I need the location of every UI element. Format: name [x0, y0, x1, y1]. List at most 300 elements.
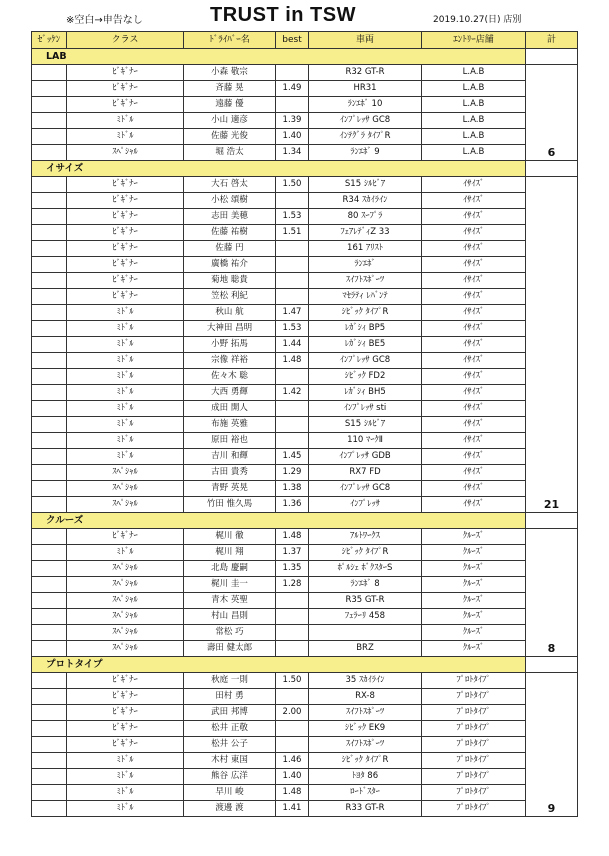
cell-car: ｽｲﾌﾄｽﾎﾟｰﾂ [309, 705, 422, 721]
blank-note: ※空白→申告なし [66, 15, 143, 26]
cell-car: HR31 [309, 81, 422, 97]
table-row [32, 785, 578, 801]
cell-shop: ｸﾙｰｽﾞ [422, 561, 526, 577]
cell-best: 1.39 [276, 113, 309, 129]
cell-zekken [32, 337, 67, 353]
cell-class: ﾋﾞｷﾞﾅｰ [67, 289, 184, 305]
cell-driver: 常松 巧 [184, 625, 276, 641]
cell-class: ｽﾍﾟｼｬﾙ [67, 577, 184, 593]
cell-best [276, 609, 309, 625]
cell-car: BRZ [309, 641, 422, 657]
section-total: 9 [526, 673, 578, 817]
cell-shop: ﾌﾟﾛﾄﾀｲﾌﾟ [422, 705, 526, 721]
cell-zekken [32, 785, 67, 801]
cell-best: 1.48 [276, 353, 309, 369]
cell-car: ﾏｾﾗﾃｨ ﾚﾊﾞﾝﾃ [309, 289, 422, 305]
table-row [32, 593, 578, 609]
cell-best: 1.48 [276, 529, 309, 545]
cell-driver: 佐藤 円 [184, 241, 276, 257]
cell-best [276, 241, 309, 257]
cell-driver: 梶川 圭一 [184, 577, 276, 593]
cell-zekken [32, 385, 67, 401]
cell-best [276, 369, 309, 385]
table-row [32, 193, 578, 209]
cell-best: 1.40 [276, 769, 309, 785]
cell-car: ｲﾝﾌﾟﾚｯｻ GDB [309, 449, 422, 465]
cell-car: ｲﾝﾌﾟﾚｯｻ [309, 497, 422, 513]
table-row [32, 737, 578, 753]
cell-zekken [32, 177, 67, 193]
cell-best [276, 641, 309, 657]
col-header-best: best [276, 32, 309, 49]
cell-best [276, 289, 309, 305]
cell-driver: 成田 開人 [184, 401, 276, 417]
cell-driver: 小森 敬宗 [184, 65, 276, 81]
cell-car: ｲﾝﾌﾟﾚｯｻ GC8 [309, 481, 422, 497]
cell-shop: ｲｻｲｽﾞ [422, 257, 526, 273]
section-total: 8 [526, 529, 578, 657]
cell-zekken [32, 497, 67, 513]
cell-best: 1.53 [276, 321, 309, 337]
col-header-zekken: ｾﾞｯｹﾝ [32, 32, 67, 49]
section-title: イサイズ [32, 161, 526, 177]
cell-car: ｲﾝﾌﾟﾚｯｻ GC8 [309, 353, 422, 369]
cell-zekken [32, 753, 67, 769]
cell-best [276, 97, 309, 113]
table-row [32, 705, 578, 721]
cell-shop: ｸﾙｰｽﾞ [422, 545, 526, 561]
cell-car: ﾗﾝｴﾎﾞ 10 [309, 97, 422, 113]
cell-class: ﾋﾞｷﾞﾅｰ [67, 705, 184, 721]
cell-driver: 斉藤 晃 [184, 81, 276, 97]
table-row [32, 753, 578, 769]
table-row [32, 801, 578, 817]
cell-car: ｼﾋﾞｯｸ FD2 [309, 369, 422, 385]
section-row [32, 657, 578, 673]
col-header-car: 車両 [309, 32, 422, 49]
cell-zekken [32, 577, 67, 593]
cell-driver: 青野 英晃 [184, 481, 276, 497]
cell-car: R33 GT-R [309, 801, 422, 817]
cell-class: ﾋﾞｷﾞﾅｰ [67, 689, 184, 705]
cell-shop: ｲｻｲｽﾞ [422, 209, 526, 225]
cell-zekken [32, 401, 67, 417]
cell-car: 110 ﾏｰｸⅡ [309, 433, 422, 449]
cell-car: RX-8 [309, 689, 422, 705]
section-total-header [526, 161, 578, 177]
cell-zekken [32, 721, 67, 737]
section-total-header [526, 657, 578, 673]
table-row [32, 673, 578, 689]
table-row [32, 369, 578, 385]
cell-driver: 笠松 利紀 [184, 289, 276, 305]
cell-best: 1.35 [276, 561, 309, 577]
cell-driver: 佐々木 聡 [184, 369, 276, 385]
cell-best: 1.53 [276, 209, 309, 225]
cell-shop: ｲｻｲｽﾞ [422, 385, 526, 401]
cell-zekken [32, 257, 67, 273]
cell-best: 1.37 [276, 545, 309, 561]
table-row [32, 769, 578, 785]
cell-driver: 廣橋 祐介 [184, 257, 276, 273]
table-row [32, 177, 578, 193]
table-row [32, 529, 578, 545]
cell-zekken [32, 369, 67, 385]
cell-class: ﾐﾄﾞﾙ [67, 545, 184, 561]
cell-best: 1.42 [276, 385, 309, 401]
cell-shop: ｸﾙｰｽﾞ [422, 609, 526, 625]
cell-driver: 布施 英雅 [184, 417, 276, 433]
cell-car: ﾗﾝｴﾎﾞ 8 [309, 577, 422, 593]
cell-best [276, 737, 309, 753]
cell-shop: ｸﾙｰｽﾞ [422, 529, 526, 545]
cell-car: ｼﾋﾞｯｸ EK9 [309, 721, 422, 737]
col-header-driver: ﾄﾞﾗｲﾊﾞｰ名 [184, 32, 276, 49]
table-row [32, 273, 578, 289]
cell-best: 1.38 [276, 481, 309, 497]
cell-car: 80 ｽｰﾌﾟﾗ [309, 209, 422, 225]
cell-zekken [32, 353, 67, 369]
table-row [32, 81, 578, 97]
cell-class: ﾐﾄﾞﾙ [67, 417, 184, 433]
cell-shop: ｲｻｲｽﾞ [422, 401, 526, 417]
section-total: 21 [526, 177, 578, 513]
cell-best: 2.00 [276, 705, 309, 721]
cell-best [276, 257, 309, 273]
col-header-class: クラス [67, 32, 184, 49]
cell-car: R35 GT-R [309, 593, 422, 609]
cell-shop: ｲｻｲｽﾞ [422, 449, 526, 465]
cell-zekken [32, 273, 67, 289]
table-row [32, 561, 578, 577]
cell-shop: ﾌﾟﾛﾄﾀｲﾌﾟ [422, 737, 526, 753]
cell-class: ﾋﾞｷﾞﾅｰ [67, 65, 184, 81]
table-header-row [32, 32, 578, 49]
section-row [32, 161, 578, 177]
cell-shop: ｲｻｲｽﾞ [422, 481, 526, 497]
cell-shop: ｸﾙｰｽﾞ [422, 577, 526, 593]
cell-car: ﾗﾝｴﾎﾞ [309, 257, 422, 273]
cell-driver: 梶川 徹 [184, 529, 276, 545]
table-row [32, 145, 578, 161]
cell-driver: 原田 裕也 [184, 433, 276, 449]
cell-zekken [32, 609, 67, 625]
cell-shop: ﾌﾟﾛﾄﾀｲﾌﾟ [422, 673, 526, 689]
cell-shop: L.A.B [422, 113, 526, 129]
cell-driver: 吉川 和輝 [184, 449, 276, 465]
cell-driver: 木村 東国 [184, 753, 276, 769]
cell-best [276, 65, 309, 81]
cell-class: ﾋﾞｷﾞﾅｰ [67, 209, 184, 225]
cell-class: ﾐﾄﾞﾙ [67, 321, 184, 337]
col-header-total: 計 [526, 32, 578, 49]
cell-car: ｲﾝﾌﾟﾚｯｻ GC8 [309, 113, 422, 129]
cell-shop: ｲｻｲｽﾞ [422, 193, 526, 209]
cell-car: ﾚｶﾞｼｨ BE5 [309, 337, 422, 353]
section-title: LAB [32, 49, 526, 65]
cell-shop: ｲｻｲｽﾞ [422, 497, 526, 513]
table-row [32, 449, 578, 465]
cell-car: RX7 FD [309, 465, 422, 481]
cell-zekken [32, 225, 67, 241]
section-row [32, 513, 578, 529]
table-row [32, 609, 578, 625]
cell-shop: ｲｻｲｽﾞ [422, 273, 526, 289]
cell-zekken [32, 545, 67, 561]
cell-shop: ﾌﾟﾛﾄﾀｲﾌﾟ [422, 801, 526, 817]
cell-zekken [32, 129, 67, 145]
cell-shop: ｸﾙｰｽﾞ [422, 625, 526, 641]
table-row [32, 97, 578, 113]
cell-shop: ｲｻｲｽﾞ [422, 417, 526, 433]
cell-class: ｽﾍﾟｼｬﾙ [67, 625, 184, 641]
table-row [32, 209, 578, 225]
table-row [32, 241, 578, 257]
table-row [32, 689, 578, 705]
cell-shop: L.A.B [422, 145, 526, 161]
cell-best: 1.29 [276, 465, 309, 481]
cell-zekken [32, 705, 67, 721]
table-row [32, 321, 578, 337]
col-header-shop: ｴﾝﾄﾘｰ店舗 [422, 32, 526, 49]
table-row [32, 577, 578, 593]
table-row [32, 337, 578, 353]
cell-zekken [32, 625, 67, 641]
cell-driver: 大西 勇輝 [184, 385, 276, 401]
cell-shop: ｲｻｲｽﾞ [422, 305, 526, 321]
cell-driver: 壽田 健太郎 [184, 641, 276, 657]
cell-zekken [32, 145, 67, 161]
cell-driver: 渡邊 渡 [184, 801, 276, 817]
cell-shop: ﾌﾟﾛﾄﾀｲﾌﾟ [422, 721, 526, 737]
cell-class: ﾋﾞｷﾞﾅｰ [67, 241, 184, 257]
cell-driver: 遠藤 優 [184, 97, 276, 113]
cell-zekken [32, 689, 67, 705]
table-row [32, 481, 578, 497]
cell-car: ｽｲﾌﾄｽﾎﾟｰﾂ [309, 273, 422, 289]
cell-best: 1.49 [276, 81, 309, 97]
cell-class: ﾐﾄﾞﾙ [67, 337, 184, 353]
cell-best: 1.50 [276, 177, 309, 193]
cell-best: 1.44 [276, 337, 309, 353]
table-row [32, 129, 578, 145]
cell-best: 1.51 [276, 225, 309, 241]
table-row [32, 433, 578, 449]
cell-car: ｼﾋﾞｯｸ ﾀｲﾌﾟR [309, 753, 422, 769]
cell-class: ｽﾍﾟｼｬﾙ [67, 497, 184, 513]
cell-driver: 小松 頌樹 [184, 193, 276, 209]
cell-zekken [32, 193, 67, 209]
cell-class: ﾐﾄﾞﾙ [67, 385, 184, 401]
cell-zekken [32, 641, 67, 657]
cell-zekken [32, 673, 67, 689]
cell-zekken [32, 97, 67, 113]
cell-driver: 秋庭 一則 [184, 673, 276, 689]
page-title: TRUST in TSW [210, 4, 356, 26]
cell-driver: 熊谷 広洋 [184, 769, 276, 785]
cell-class: ﾐﾄﾞﾙ [67, 305, 184, 321]
table-row [32, 641, 578, 657]
cell-shop: ｲｻｲｽﾞ [422, 241, 526, 257]
cell-driver: 松井 公子 [184, 737, 276, 753]
cell-car: ﾄﾖﾀ 86 [309, 769, 422, 785]
section-row [32, 49, 578, 65]
event-date: 2019.10.27(日) 店別 [433, 15, 522, 25]
cell-best: 1.36 [276, 497, 309, 513]
cell-zekken [32, 481, 67, 497]
cell-shop: ｲｻｲｽﾞ [422, 321, 526, 337]
cell-class: ｽﾍﾟｼｬﾙ [67, 641, 184, 657]
cell-driver: 宗像 祥裕 [184, 353, 276, 369]
cell-class: ﾋﾞｷﾞﾅｰ [67, 81, 184, 97]
cell-driver: 北島 慶嗣 [184, 561, 276, 577]
cell-class: ﾋﾞｷﾞﾅｰ [67, 97, 184, 113]
table-row [32, 721, 578, 737]
cell-car: S15 ｼﾙﾋﾞｱ [309, 177, 422, 193]
cell-shop: ｲｻｲｽﾞ [422, 369, 526, 385]
cell-class: ﾋﾞｷﾞﾅｰ [67, 193, 184, 209]
cell-class: ﾋﾞｷﾞﾅｰ [67, 737, 184, 753]
cell-class: ﾋﾞｷﾞﾅｰ [67, 529, 184, 545]
cell-zekken [32, 433, 67, 449]
cell-class: ﾐﾄﾞﾙ [67, 769, 184, 785]
cell-best [276, 417, 309, 433]
section-title: プロトタイプ [32, 657, 526, 673]
cell-zekken [32, 289, 67, 305]
table-row [32, 385, 578, 401]
cell-car: ﾗﾝｴﾎﾞ 9 [309, 145, 422, 161]
cell-driver: 大石 啓太 [184, 177, 276, 193]
section-total-header [526, 513, 578, 529]
cell-driver: 秋山 航 [184, 305, 276, 321]
cell-driver: 青木 英聖 [184, 593, 276, 609]
cell-shop: L.A.B [422, 81, 526, 97]
cell-best: 1.48 [276, 785, 309, 801]
cell-class: ﾋﾞｷﾞﾅｰ [67, 673, 184, 689]
cell-zekken [32, 209, 67, 225]
cell-car: ｼﾋﾞｯｸ ﾀｲﾌﾟR [309, 305, 422, 321]
cell-shop: ｲｻｲｽﾞ [422, 433, 526, 449]
cell-shop: ｸﾙｰｽﾞ [422, 593, 526, 609]
cell-class: ｽﾍﾟｼｬﾙ [67, 481, 184, 497]
cell-shop: ﾌﾟﾛﾄﾀｲﾌﾟ [422, 785, 526, 801]
cell-best: 1.46 [276, 753, 309, 769]
cell-class: ﾋﾞｷﾞﾅｰ [67, 273, 184, 289]
cell-driver: 梶川 翔 [184, 545, 276, 561]
section-total: 6 [526, 65, 578, 161]
table-row [32, 289, 578, 305]
cell-driver: 佐藤 祐樹 [184, 225, 276, 241]
cell-shop: L.A.B [422, 65, 526, 81]
cell-zekken [32, 321, 67, 337]
cell-driver: 古田 貴秀 [184, 465, 276, 481]
cell-best: 1.41 [276, 801, 309, 817]
cell-zekken [32, 593, 67, 609]
cell-car: ｲﾝﾃｸﾞﾗ ﾀｲﾌﾟR [309, 129, 422, 145]
cell-car: ﾚｶﾞｼｨ BH5 [309, 385, 422, 401]
table-row [32, 417, 578, 433]
cell-car: ﾌｪﾗｰﾘ 458 [309, 609, 422, 625]
cell-class: ﾐﾄﾞﾙ [67, 785, 184, 801]
cell-zekken [32, 305, 67, 321]
cell-car: ｼﾋﾞｯｸ ﾀｲﾌﾟR [309, 545, 422, 561]
cell-class: ﾐﾄﾞﾙ [67, 401, 184, 417]
cell-class: ﾐﾄﾞﾙ [67, 129, 184, 145]
cell-driver: 早川 峻 [184, 785, 276, 801]
section-total-header [526, 49, 578, 65]
cell-zekken [32, 737, 67, 753]
cell-zekken [32, 417, 67, 433]
cell-class: ﾋﾞｷﾞﾅｰ [67, 177, 184, 193]
cell-best [276, 401, 309, 417]
cell-shop: L.A.B [422, 129, 526, 145]
cell-shop: ｲｻｲｽﾞ [422, 337, 526, 353]
cell-car [309, 625, 422, 641]
table-row [32, 305, 578, 321]
table-row [32, 497, 578, 513]
cell-shop: ﾌﾟﾛﾄﾀｲﾌﾟ [422, 753, 526, 769]
cell-car: ｽｲﾌﾄｽﾎﾟｰﾂ [309, 737, 422, 753]
cell-class: ﾐﾄﾞﾙ [67, 353, 184, 369]
cell-best [276, 689, 309, 705]
cell-car: 35 ｽｶｲﾗｲﾝ [309, 673, 422, 689]
cell-class: ﾋﾞｷﾞﾅｰ [67, 721, 184, 737]
cell-car: ｱﾙﾄﾜｰｸｽ [309, 529, 422, 545]
cell-shop: ｲｻｲｽﾞ [422, 465, 526, 481]
cell-class: ｽﾍﾟｼｬﾙ [67, 593, 184, 609]
cell-class: ﾋﾞｷﾞﾅｰ [67, 257, 184, 273]
cell-class: ﾐﾄﾞﾙ [67, 433, 184, 449]
cell-zekken [32, 465, 67, 481]
cell-best [276, 193, 309, 209]
table-row [32, 545, 578, 561]
cell-class: ﾋﾞｷﾞﾅｰ [67, 225, 184, 241]
cell-driver: 小山 適彦 [184, 113, 276, 129]
cell-shop: ｲｻｲｽﾞ [422, 177, 526, 193]
cell-class: ｽﾍﾟｼｬﾙ [67, 145, 184, 161]
cell-best: 1.28 [276, 577, 309, 593]
cell-zekken [32, 241, 67, 257]
cell-driver: 田村 勇 [184, 689, 276, 705]
cell-driver: 松井 正敬 [184, 721, 276, 737]
cell-class: ﾐﾄﾞﾙ [67, 369, 184, 385]
table-row [32, 353, 578, 369]
cell-best: 1.40 [276, 129, 309, 145]
cell-shop: ｲｻｲｽﾞ [422, 353, 526, 369]
cell-driver: 大神田 昌明 [184, 321, 276, 337]
table-row [32, 65, 578, 81]
entry-table [31, 31, 578, 817]
cell-driver: 村山 昌則 [184, 609, 276, 625]
cell-best: 1.45 [276, 449, 309, 465]
cell-best [276, 433, 309, 449]
cell-zekken [32, 65, 67, 81]
cell-car: S15 ｼﾙﾋﾞｱ [309, 417, 422, 433]
cell-driver: 堀 浩太 [184, 145, 276, 161]
cell-shop: L.A.B [422, 97, 526, 113]
cell-zekken [32, 529, 67, 545]
cell-car: 161 ｱﾘｽﾄ [309, 241, 422, 257]
cell-driver: 武田 邦博 [184, 705, 276, 721]
cell-car: R34 ｽｶｲﾗｲﾝ [309, 193, 422, 209]
table-body [32, 49, 578, 817]
cell-best [276, 273, 309, 289]
cell-best [276, 625, 309, 641]
cell-driver: 小野 拓馬 [184, 337, 276, 353]
table-row [32, 225, 578, 241]
cell-zekken [32, 769, 67, 785]
cell-class: ｽﾍﾟｼｬﾙ [67, 561, 184, 577]
